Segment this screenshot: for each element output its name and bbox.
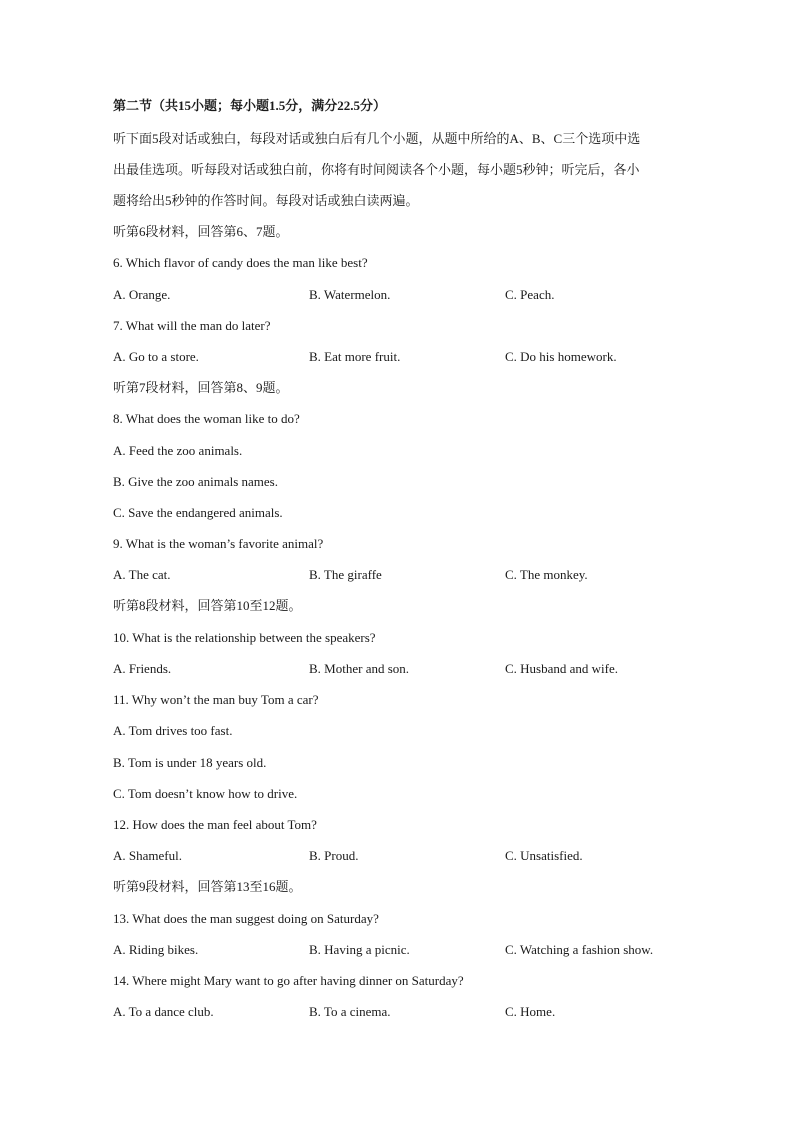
option-a: A. Feed the zoo animals. bbox=[113, 443, 243, 458]
question-stem: 7. What will the man do later? bbox=[113, 318, 271, 333]
option-c: C. Unsatisfied. bbox=[505, 848, 583, 863]
option-a: A. Shameful. bbox=[113, 848, 182, 863]
group-intro: 听第9段材料，回答第13至16题。 bbox=[113, 879, 302, 894]
question-stem: 6. Which flavor of candy does the man like best? bbox=[113, 255, 368, 270]
option-c: C. The monkey. bbox=[505, 567, 588, 582]
question-stem: 9. What is the woman’s favorite animal? bbox=[113, 536, 324, 551]
option-a: A. Tom drives too fast. bbox=[113, 723, 233, 738]
option-b: B. Watermelon. bbox=[309, 287, 391, 302]
instruction-line-2: 出最佳选项。听每段对话或独白前，你将有时间阅读各个小题，每小题5秒钟；听完后，各小 bbox=[113, 162, 640, 177]
section-heading: 第二节（共15小题；每小题1.5分，满分22.5分） bbox=[113, 98, 387, 113]
option-b: B. Give the zoo animals names. bbox=[113, 474, 278, 489]
question-stem: 13. What does the man suggest doing on Saturday? bbox=[113, 911, 379, 926]
option-b: B. Mother and son. bbox=[309, 661, 410, 676]
option-b: B. Eat more fruit. bbox=[309, 349, 401, 364]
group-intro: 听第7段材料，回答第8、9题。 bbox=[113, 380, 289, 395]
option-c: C. Save the endangered animals. bbox=[113, 505, 283, 520]
question-stem: 10. What is the relationship between the speakers? bbox=[113, 630, 376, 645]
option-a: A. Go to a store. bbox=[113, 349, 199, 364]
option-c: C. Home. bbox=[505, 1004, 556, 1019]
option-a: A. Orange. bbox=[113, 287, 171, 302]
instruction-line-3: 题将给出5秒钟的作答时间。每段对话或独白读两遍。 bbox=[113, 193, 419, 208]
option-b: B. Having a picnic. bbox=[309, 942, 410, 957]
option-c: C. Husband and wife. bbox=[505, 661, 619, 676]
option-a: A. The cat. bbox=[113, 567, 171, 582]
option-b: B. The giraffe bbox=[309, 567, 382, 582]
option-c: C. Do his homework. bbox=[505, 349, 617, 364]
group-intro: 听第8段材料，回答第10至12题。 bbox=[113, 598, 302, 613]
option-a: A. Riding bikes. bbox=[113, 942, 199, 957]
option-c: C. Tom doesn’t know how to drive. bbox=[113, 786, 298, 801]
option-b: B. Tom is under 18 years old. bbox=[113, 755, 267, 770]
question-stem: 12. How does the man feel about Tom? bbox=[113, 817, 317, 832]
group-intro: 听第6段材料，回答第6、7题。 bbox=[113, 224, 289, 239]
option-a: A. Friends. bbox=[113, 661, 172, 676]
instruction-line-1: 听下面5段对话或独白，每段对话或独白后有几个小题，从题中所给的A、B、C三个选项中选 bbox=[113, 131, 641, 146]
question-stem: 14. Where might Mary want to go after having dinner on Saturday? bbox=[113, 973, 464, 988]
option-b: B. To a cinema. bbox=[309, 1004, 391, 1019]
option-c: C. Watching a fashion show. bbox=[505, 942, 654, 957]
question-stem: 8. What does the woman like to do? bbox=[113, 411, 300, 426]
option-c: C. Peach. bbox=[505, 287, 555, 302]
option-b: B. Proud. bbox=[309, 848, 359, 863]
option-a: A. To a dance club. bbox=[113, 1004, 214, 1019]
question-stem: 11. Why won’t the man buy Tom a car? bbox=[113, 692, 319, 707]
